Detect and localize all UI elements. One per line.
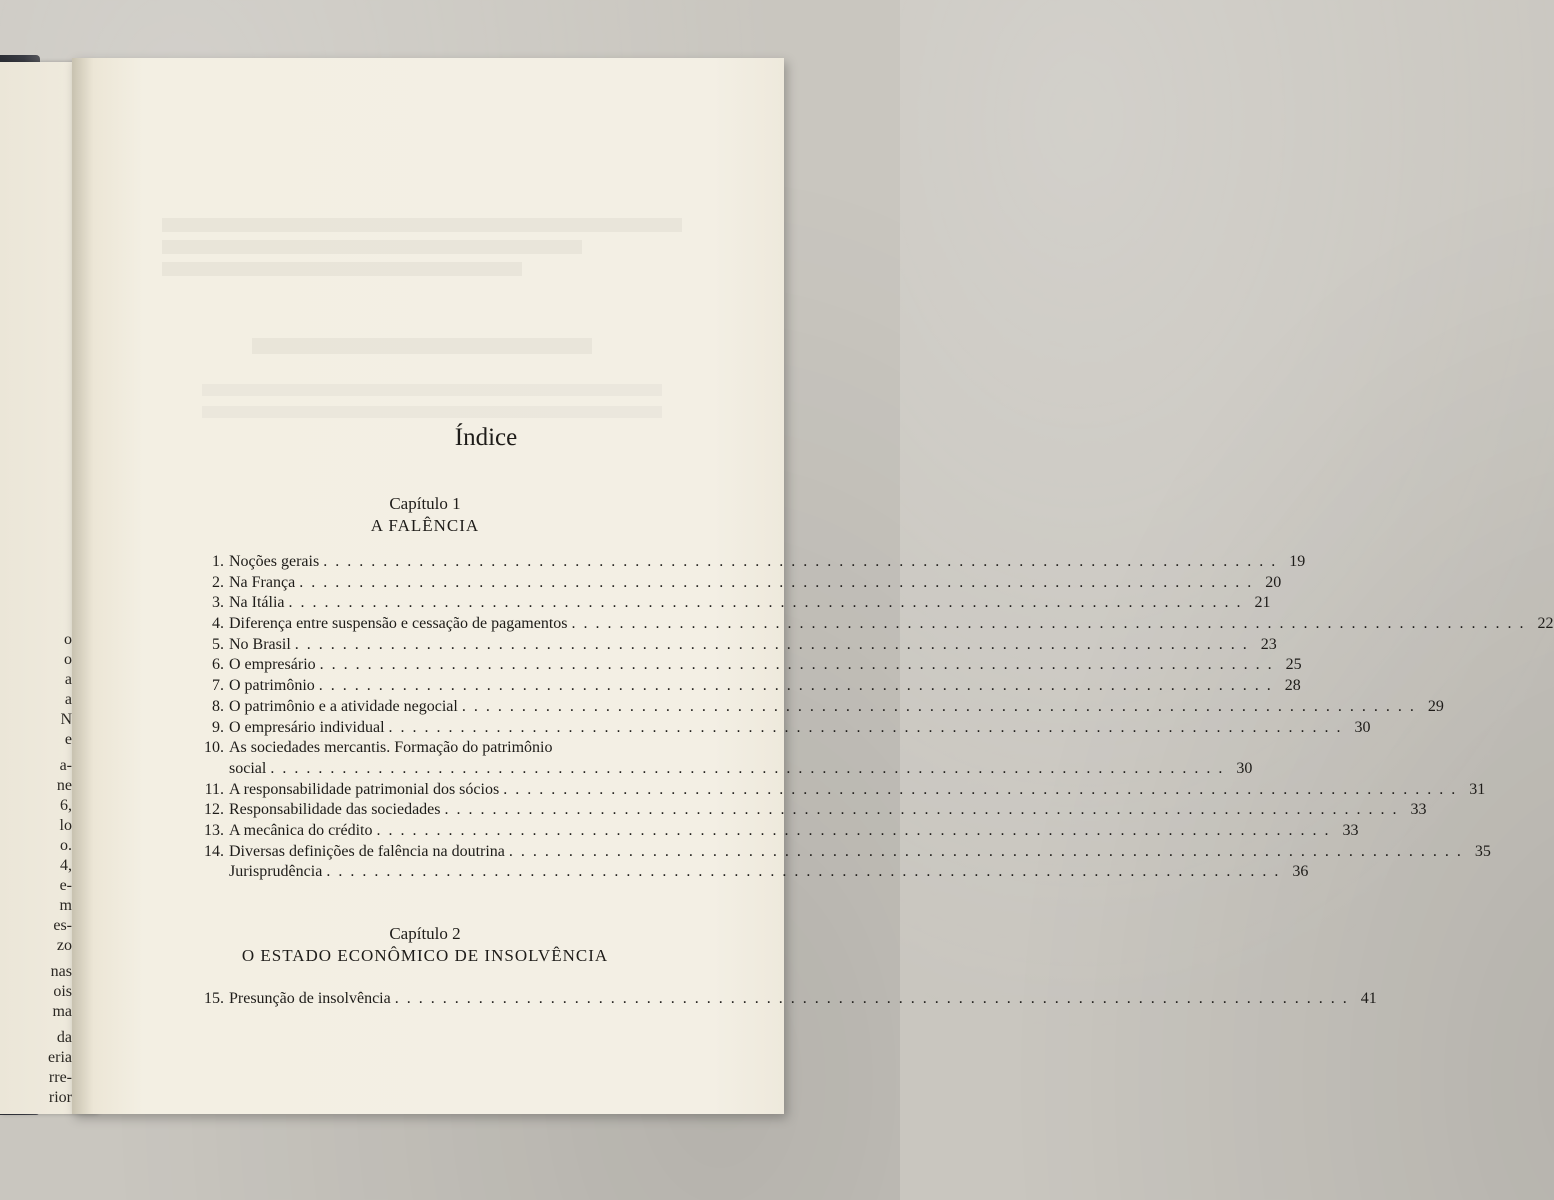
toc-dot-leader: . . . . . . . . . . . . . . . . . . . . . . . . . . . . . . . . . . . . . . . . . . . . . . . . . . . . . . . . . . . . . . . . . . . . . . . . . . . . . . . . [444, 801, 1399, 819]
toc-entry-number: 6. [212, 656, 224, 674]
toc-dot-leader: . . . . . . . . . . . . . . . . . . . . . . . . . . . . . . . . . . . . . . . . . . . . . . . . . . . . . . . . . . . . . . . . . . . . . . . . . . . . . . . . [270, 759, 1225, 777]
toc-entry [192, 676, 1301, 697]
toc-dot-leader: . . . . . . . . . . . . . . . . . . . . . . . . . . . . . . . . . . . . . . . . . . . . . . . . . . . . . . . . . . . . . . . . . . . . . . . . . . . . . . . . [294, 635, 1249, 653]
show-through-line [162, 240, 582, 254]
toc-entry-number: 7. [212, 677, 224, 695]
toc-entry-page: 25 [1285, 656, 1302, 674]
chapter-2-heading [192, 924, 658, 967]
toc-entry [192, 697, 1444, 718]
toc-entry-number: 2. [212, 573, 224, 591]
toc-entry-text: A responsabilidade patrimonial dos sócios [229, 780, 500, 798]
toc-entry-page: 35 [1474, 842, 1491, 860]
left-page-fragment: 4, [60, 857, 72, 874]
index-page [72, 58, 1554, 1114]
toc-entry-page: 33 [1410, 801, 1427, 819]
toc-entry [192, 780, 1486, 801]
toc-dot-leader: . . . . . . . . . . . . . . . . . . . . . . . . . . . . . . . . . . . . . . . . . . . . . . . . . . . . . . . . . . . . . . . . . . . . . . . . . . . . . . . . [394, 990, 1349, 1007]
left-page-fragment: ne [56, 777, 72, 794]
show-through-line [202, 384, 662, 396]
toc-entry-page: 28 [1284, 677, 1301, 695]
toc-entry-page: 31 [1469, 780, 1486, 798]
left-page-fragment: nas [50, 963, 72, 980]
left-page-fragment: da [56, 1029, 72, 1046]
toc-entry [192, 759, 1253, 780]
toc-entry-page: 33 [1342, 821, 1359, 839]
toc-entry [192, 655, 1302, 676]
left-page-fragment: es- [53, 917, 72, 934]
left-page-fragment: rior [48, 1089, 72, 1106]
toc-entry-text: Diversas definições de falência na doutrina [229, 842, 505, 860]
left-page-fragment: m [59, 897, 72, 914]
toc-dot-leader: . . . . . . . . . . . . . . . . . . . . . . . . . . . . . . . . . . . . . . . . . . . . . . . . . . . . . . . . . . . . . . . . . . . . . . . . . . . . . . . . [388, 718, 1343, 736]
toc-entry-page: 36 [1292, 863, 1309, 881]
toc-entry-number: 13. [204, 821, 224, 839]
toc-entry [192, 614, 1554, 635]
toc-entry-page: 23 [1260, 635, 1277, 653]
left-page-fragment: N [60, 711, 72, 728]
show-through-line [162, 262, 522, 276]
toc-entry-text: O empresário [229, 656, 316, 674]
toc-entry [192, 718, 1371, 739]
toc-dot-leader: . . . . . . . . . . . . . . . . . . . . . . . . . . . . . . . . . . . . . . . . . . . . . . . . . . . . . . . . . . . . . . . . . . . . . . . . . . . . . . . . [508, 842, 1463, 860]
toc-entry-number: 3. [212, 594, 224, 612]
left-page-fragment: ma [52, 1003, 72, 1020]
index-title: Índice [454, 424, 518, 451]
chapter-label: Capítulo 2 [389, 924, 461, 943]
toc-entry-text: social [229, 759, 267, 777]
toc-entry-page: 19 [1289, 553, 1306, 570]
toc-entry-page: 30 [1354, 718, 1371, 736]
toc-dot-leader: . . . . . . . . . . . . . . . . . . . . . . . . . . . . . . . . . . . . . . . . . . . . . . . . . . . . . . . . . . . . . . . . . . . . . . . . . . . . . . . . [319, 656, 1274, 674]
toc-dot-leader: . . . . . . . . . . . . . . . . . . . . . . . . . . . . . . . . . . . . . . . . . . . . . . . . . . . . . . . . . . . . . . . . . . . . . . . . . . . . . . . . [461, 697, 1416, 715]
left-page-fragment: lo [59, 817, 72, 834]
show-through-line [162, 218, 682, 232]
toc-entry [192, 842, 1491, 863]
toc-dot-leader: . . . . . . . . . . . . . . . . . . . . . . . . . . . . . . . . . . . . . . . . . . . . . . . . . . . . . . . . . . . . . . . . . . . . . . . . . . . . . . . . [571, 615, 1526, 633]
toc-entry-page: 30 [1236, 759, 1253, 777]
toc-entry-number: 15. [204, 990, 224, 1007]
toc-dot-leader: . . . . . . . . . . . . . . . . . . . . . . . . . . . . . . . . . . . . . . . . . . . . . . . . . . . . . . . . . . . . . . . . . . . . . . . . . . . . . . . . [323, 553, 1278, 570]
left-page-fragment: e [64, 731, 72, 748]
left-page-fragment: o [64, 651, 72, 668]
toc-entry-text: O patrimônio [229, 677, 315, 695]
toc-entry-text: Na Itália [229, 594, 285, 612]
toc-entry-page: 29 [1427, 697, 1444, 715]
chapter-1-heading [192, 494, 658, 537]
toc-entry-number: 9. [212, 718, 224, 736]
toc-entry-number: 12. [204, 801, 224, 819]
chapter-1-entries [192, 552, 1554, 883]
left-page-fragment: e- [59, 877, 72, 894]
toc-dot-leader: . . . . . . . . . . . . . . . . . . . . . . . . . . . . . . . . . . . . . . . . . . . . . . . . . . . . . . . . . . . . . . . . . . . . . . . . . . . . . . . . [288, 594, 1243, 612]
chapter-2-entries [192, 989, 1377, 1010]
toc-entry [192, 800, 1427, 821]
toc-entry-text: O empresário individual [229, 718, 385, 736]
toc-entry-number: 10. [204, 739, 224, 757]
left-page-fragment: eria [48, 1049, 72, 1066]
toc-entry-number: 11. [204, 780, 224, 798]
toc-entry [192, 593, 1271, 614]
left-page-fragment: zo [56, 937, 72, 954]
toc-entry [192, 989, 1377, 1010]
left-page-fragment: 6, [60, 797, 72, 814]
toc-entry-page: 20 [1265, 573, 1282, 591]
left-page-fragment: a- [59, 757, 72, 774]
left-page-fragment: ois [53, 983, 72, 1000]
toc-entry-number: 14. [204, 842, 224, 860]
toc-entry [192, 573, 1282, 594]
toc-entry-number: 5. [212, 635, 224, 653]
toc-entry-text: Na França [229, 573, 296, 591]
toc-entry [192, 862, 1309, 883]
toc-entry-text: Noções gerais [229, 553, 320, 570]
toc-entry-text: O patrimônio e a atividade negocial [229, 697, 458, 715]
toc-entry-text: A mecânica do crédito [229, 821, 373, 839]
toc-entry [192, 821, 1359, 842]
toc-entry [192, 552, 1306, 573]
toc-entry-number: 8. [212, 697, 224, 715]
toc-entry [192, 635, 1277, 656]
toc-entry-page: 21 [1254, 594, 1271, 612]
toc-entry-text: As sociedades mercantis. Formação do patrimônio [229, 739, 553, 757]
chapter-title: O ESTADO ECONÔMICO DE INSOLVÊNCIA [241, 946, 609, 965]
left-page-fragment: a [64, 691, 72, 708]
toc-entry-number: 1. [212, 553, 224, 570]
toc-entry-text: Jurisprudência [229, 863, 323, 881]
show-through-line [252, 338, 592, 354]
toc-dot-leader: . . . . . . . . . . . . . . . . . . . . . . . . . . . . . . . . . . . . . . . . . . . . . . . . . . . . . . . . . . . . . . . . . . . . . . . . . . . . . . . . [326, 863, 1281, 881]
left-page-text-fragments [48, 630, 72, 1108]
show-through-line [202, 406, 662, 418]
toc-entry [192, 738, 672, 759]
toc-dot-leader: . . . . . . . . . . . . . . . . . . . . . . . . . . . . . . . . . . . . . . . . . . . . . . . . . . . . . . . . . . . . . . . . . . . . . . . . . . . . . . . . [376, 821, 1331, 839]
toc-entry-page: 22 [1537, 615, 1554, 633]
left-page-fragment: o [64, 631, 72, 648]
toc-entry-text: Presunção de insolvência [229, 990, 391, 1007]
toc-entry-text: Responsabilidade das sociedades [229, 801, 441, 819]
toc-entry-text: No Brasil [229, 635, 291, 653]
toc-entry-number: 4. [212, 615, 224, 633]
chapter-title: A FALÊNCIA [370, 516, 480, 535]
toc-entry-text: Diferença entre suspensão e cessação de pagamentos [229, 615, 568, 633]
toc-entry-page: 41 [1360, 990, 1377, 1007]
toc-dot-leader: . . . . . . . . . . . . . . . . . . . . . . . . . . . . . . . . . . . . . . . . . . . . . . . . . . . . . . . . . . . . . . . . . . . . . . . . . . . . . . . . [503, 780, 1458, 798]
toc-dot-leader: . . . . . . . . . . . . . . . . . . . . . . . . . . . . . . . . . . . . . . . . . . . . . . . . . . . . . . . . . . . . . . . . . . . . . . . . . . . . . . . . [318, 677, 1273, 695]
left-page-fragment: rre- [48, 1069, 72, 1086]
left-page-fragment: a [64, 671, 72, 688]
left-page-fragment: o. [60, 837, 72, 854]
chapter-label: Capítulo 1 [389, 494, 461, 513]
toc-dot-leader: . . . . . . . . . . . . . . . . . . . . . . . . . . . . . . . . . . . . . . . . . . . . . . . . . . . . . . . . . . . . . . . . . . . . . . . . . . . . . . . . [299, 573, 1254, 591]
